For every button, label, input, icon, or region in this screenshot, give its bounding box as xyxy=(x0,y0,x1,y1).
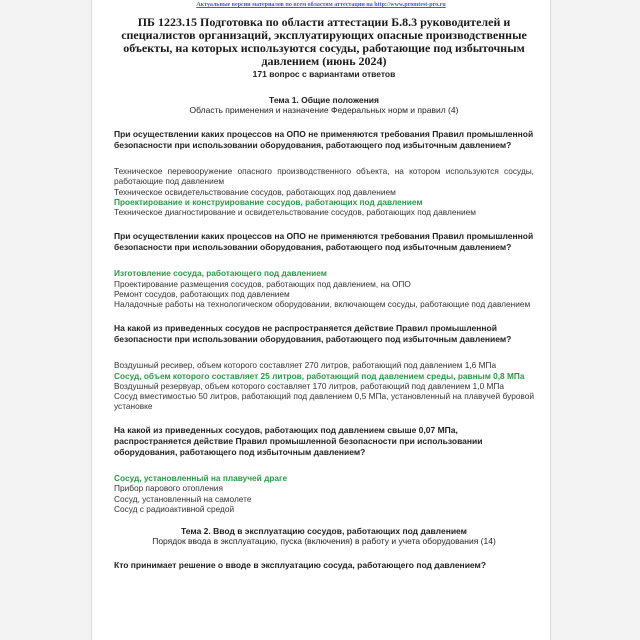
correct-answer: Проектирование и конструирование сосудов, работающих под давлением xyxy=(114,196,423,207)
question-text: При осуществлении каких процессов на ОПО не применяются требования Правил промышленной безопасности при использовании оборудования, работающего под избыточным давлением? xyxy=(114,231,534,252)
answer-list xyxy=(114,166,534,217)
topic-title: Тема 2. Ввод в эксплуатацию сосудов, работающих под давлением xyxy=(181,526,467,536)
topic-subtitle: Область применения и назначение Федеральных норм и правил (4) xyxy=(189,105,459,115)
answer-list xyxy=(114,360,534,411)
document-subtitle: 171 вопрос с вариантами ответов xyxy=(252,69,396,79)
answer-list xyxy=(114,473,534,514)
answer-option: Проектирование размещения сосудов, работающих под давлением, на ОПО xyxy=(114,278,411,289)
topic-heading xyxy=(114,95,534,115)
header-link[interactable]: Актуальные версии материалов по всем областям аттестации на http://www.promtest-pro.ru xyxy=(196,2,446,8)
answer-option: Воздушный резервуар, объем которого составляет 170 литров, работающий под давлением 1,0 МПа xyxy=(114,380,504,391)
answer-option: Сосуд, установленный на самолете xyxy=(114,493,252,504)
answer-option: Ремонт сосудов, работающих под давлением xyxy=(114,288,290,299)
topic-heading xyxy=(114,526,534,546)
question-text: При осуществлении каких процессов на ОПО не применяются требования Правил промышленной безопасности при использовании оборудования, работающего под избыточным давлением? xyxy=(114,129,534,150)
answer-option: Наладочные работы на технологическом оборудовании, включающем сосуды, работающие под давлением xyxy=(114,299,531,309)
correct-answer: Изготовление сосуда, работающего под давлением xyxy=(114,268,327,279)
topic-subtitle: Порядок ввода в эксплуатацию, пуска (включения) в работу и учета оборудования (14) xyxy=(152,536,496,546)
answer-option: Сосуд с радиоактивной средой xyxy=(114,503,235,514)
question-text: На какой из приведенных сосудов, работающих под давлением свыше 0,07 МПа, распространяется действие Правил промышленной безопасности при использовании оборудования, работающего под избыточным давлением? xyxy=(114,425,483,457)
correct-answer: Сосуд, установленный на плавучей драге xyxy=(114,473,288,484)
answer-option: Техническое освидетельствование сосудов, работающих под давлением xyxy=(114,186,396,197)
answer-option: Сосуд вместимостью 50 литров, работающий под давлением 0,5 МПа, установленный на плавучей буровой установке xyxy=(114,391,534,412)
question-text: Кто принимает решение о вводе в эксплуатацию сосуда, работающего под давлением? xyxy=(114,560,487,570)
document-content xyxy=(114,16,534,571)
document-title: ПБ 1223.15 Подготовка по области аттестации Б.8.3 руководителей и специалистов организаций, эксплуатирующих опасные производственные объекты, на которых используются сосуды, работающие под избыточным давлением (июнь 2024) xyxy=(121,15,527,68)
document-page xyxy=(91,0,551,640)
topic-title: Тема 1. Общие положения xyxy=(269,95,379,105)
answer-option: Техническое диагностирование и освидетельствование сосудов, работающих под давлением xyxy=(114,207,476,217)
answer-list xyxy=(114,268,534,309)
answer-option: Техническое перевооружение опасного производственного объекта, на котором используются сосуды, работающие под давлением xyxy=(114,166,534,187)
answer-option: Прибор парового отопления xyxy=(114,483,223,494)
question-text: На какой из приведенных сосудов не распространяется действие Правил промышленной безопасности при использовании оборудования, работающего под избыточным давлением? xyxy=(114,323,512,344)
correct-answer: Сосуд, объем которого составляет 25 литров, работающий под давлением среды, равным 0,8 МПа xyxy=(114,370,525,381)
answer-option: Воздушный ресивер, объем которого составляет 270 литров, работающий под давлением 1,6 МПа xyxy=(114,360,497,371)
